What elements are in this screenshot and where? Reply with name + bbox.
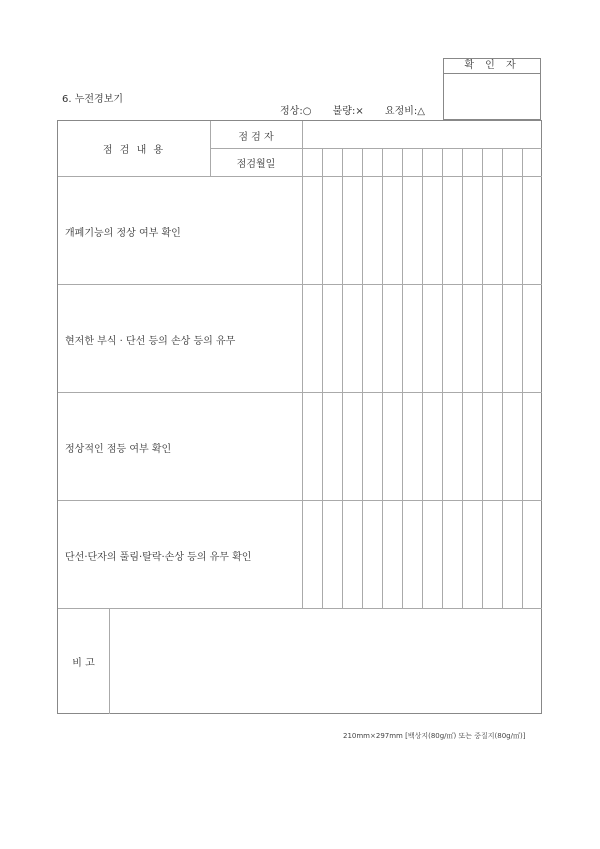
date-col-line — [462, 149, 463, 608]
item-label: 개폐기능의 정상 여부 확인 — [65, 228, 181, 239]
legend-defective: 불량:× — [332, 106, 364, 117]
date-col-line — [502, 149, 503, 608]
header-bottom-line — [58, 176, 542, 177]
inspector-name-field[interactable] — [303, 121, 542, 148]
status-legend — [280, 102, 425, 117]
row-divider — [58, 284, 542, 285]
cross-symbol-icon: × — [355, 106, 364, 117]
header-inspection-date: 점검월일 — [236, 159, 276, 170]
inspection-table — [57, 120, 542, 714]
paper-spec-footnote: 210mm×297mm [백상지(80g/㎡) 또는 중질지(80g/㎡)] — [343, 732, 526, 740]
legend-needs-repair: 요정비:△ — [384, 106, 425, 117]
date-col-line — [342, 149, 343, 608]
item-label: 단선·단자의 풀림·탈락·손상 등의 유무 확인 — [65, 552, 252, 563]
date-col-line — [362, 149, 363, 608]
confirmer-box — [443, 58, 541, 120]
date-section-left-line — [302, 121, 303, 608]
confirmer-signature-field[interactable] — [444, 74, 540, 120]
remarks-field[interactable] — [110, 609, 542, 713]
legend-normal: 정상:○ — [280, 106, 312, 117]
item-label: 정상적인 점등 여부 확인 — [65, 444, 172, 455]
remarks-label: 비 고 — [72, 658, 95, 669]
circle-symbol-icon: ○ — [302, 106, 312, 117]
date-col-line — [402, 149, 403, 608]
form-title: 6. 누전경보기 — [62, 94, 124, 105]
confirmer-header: 확 인 자 — [444, 59, 540, 74]
date-col-line — [322, 149, 323, 608]
date-col-line — [522, 149, 523, 608]
header-divider — [210, 148, 542, 149]
header-inspection-content: 점 검 내 용 — [102, 145, 166, 156]
date-col-line — [442, 149, 443, 608]
item-label: 현저한 부식 · 단선 등의 손상 등의 유무 — [65, 336, 236, 347]
header-inspector: 점 검 자 — [238, 132, 274, 143]
date-col-line — [482, 149, 483, 608]
row-divider — [58, 500, 542, 501]
date-col-line — [422, 149, 423, 608]
date-col-line — [382, 149, 383, 608]
row-divider — [58, 392, 542, 393]
triangle-symbol-icon: △ — [417, 106, 425, 117]
